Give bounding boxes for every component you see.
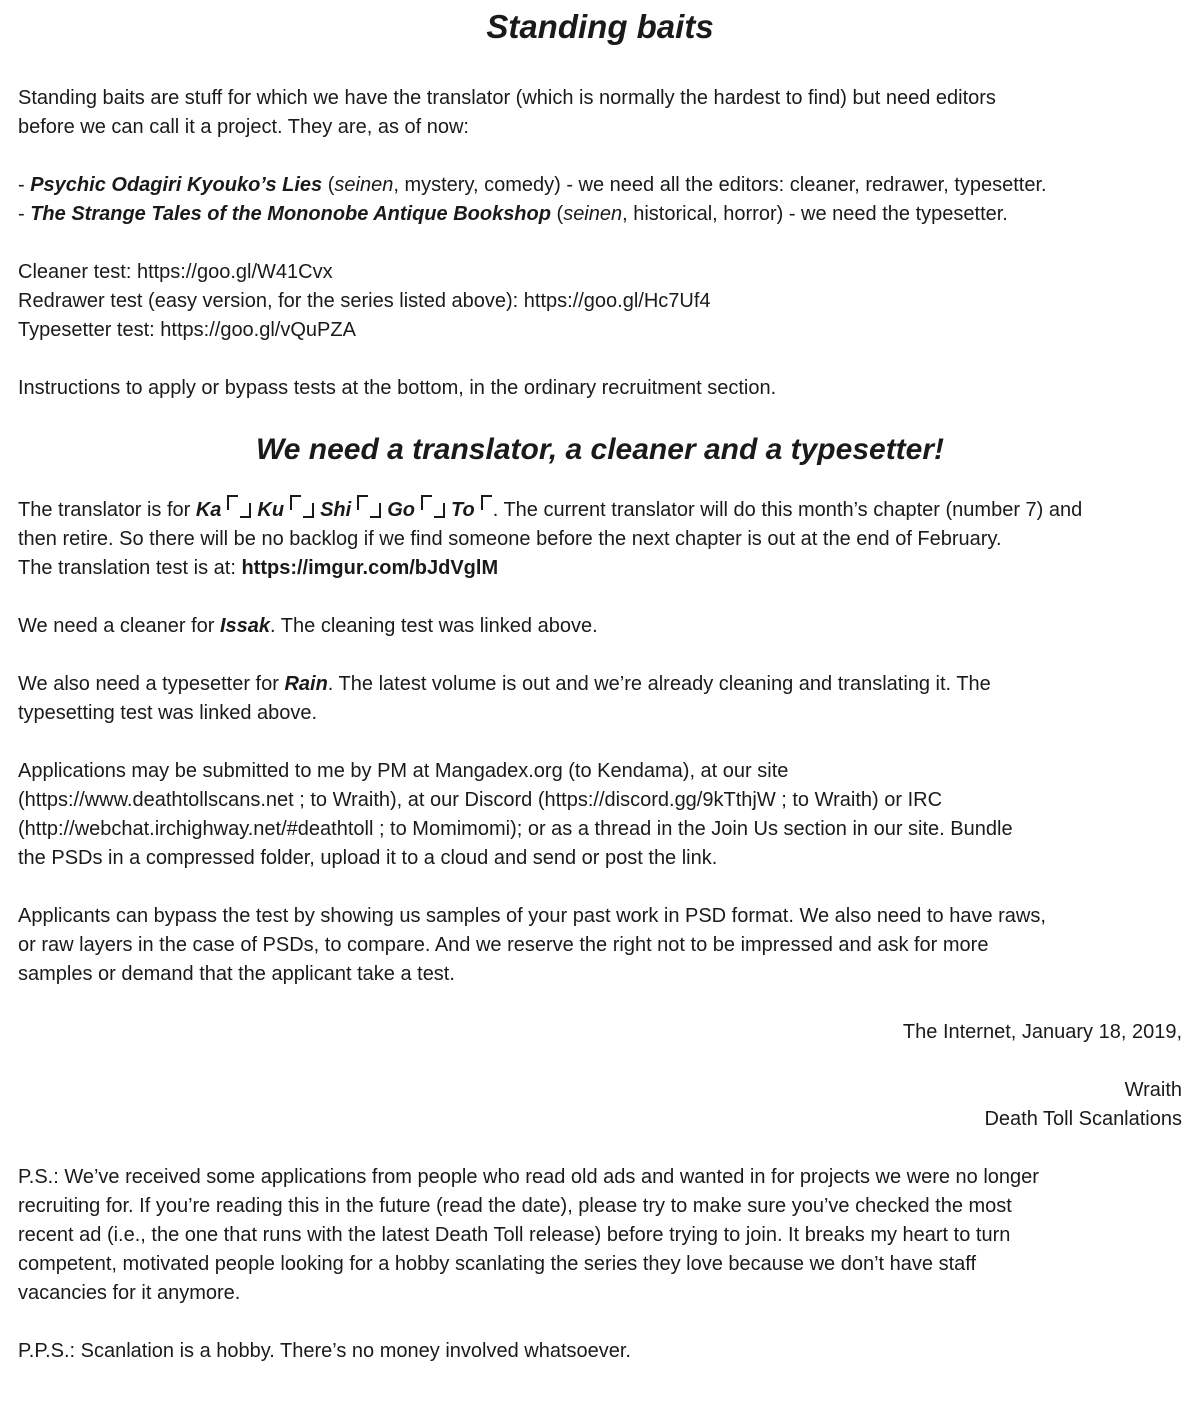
- instructions-note: Instructions to apply or bypass tests at the bottom, in the ordinary recruitment section.: [18, 377, 777, 399]
- text-run: . The latest volume is out and we’re already cleaning and translating it. The typesetting test was linked above.: [18, 673, 991, 724]
- corner-bracket-close-icon: [434, 503, 445, 518]
- list-dash: -: [18, 203, 31, 225]
- series-title-segment: Shi: [320, 499, 352, 521]
- text-run: We need a cleaner for: [18, 615, 220, 637]
- text-run: (: [550, 203, 564, 225]
- translator-paragraph: [18, 495, 1182, 583]
- typesetter-test-link: Typesetter test: https://goo.gl/vQuPZA: [18, 319, 356, 341]
- intro-paragraph: Standing baits are stuff for which we have the translator (which is normally the hardest to find) but need editors before we can call it a project. They are, as of now:: [18, 87, 996, 138]
- series-title-segment: Ka: [195, 499, 222, 521]
- section-heading: We need a translator, a cleaner and a typesetter!: [255, 433, 945, 466]
- series-title-segment: Go: [387, 499, 415, 521]
- genre-tag: seinen: [563, 203, 623, 225]
- corner-bracket-open-icon: [357, 495, 368, 510]
- corner-bracket-close-icon: [240, 503, 251, 518]
- test-links: [18, 258, 1182, 345]
- corner-bracket-open-icon: [481, 495, 492, 510]
- corner-bracket-open-icon: [421, 495, 432, 510]
- cleaner-need-paragraph: [18, 612, 1182, 641]
- dateline: The Internet, January 18, 2019,: [902, 1021, 1182, 1043]
- text-run: (: [322, 174, 335, 196]
- series-title: Rain: [284, 673, 328, 695]
- series-title: Issak: [219, 615, 271, 637]
- translation-test-link: https://imgur.com/bJdVglM: [241, 557, 499, 579]
- typesetter-need-paragraph: [18, 670, 1182, 728]
- corner-bracket-close-icon: [370, 503, 381, 518]
- applications-paragraph: Applications may be submitted to me by PM at Mangadex.org (to Kendama), at our site (https://www.deathtollscans.net ; to Wraith), at our Discord (https://discord.gg/9kTthjW ; to Wraith) or IRC (http://webchat.irchighway.net/#deathtoll ; to Momimomi); or as a thread in the Join Us section in our site. Bundle the PSDs in a compressed folder, upload it to a cloud and send or post the link.: [18, 760, 1013, 869]
- bypass-paragraph: Applicants can bypass the test by showing us samples of your past work in PSD format. We also need to have raws, or raw layers in the case of PSDs, to compare. And we reserve the right not to be impressed and ask for more samples or demand that the applicant take a test.: [18, 905, 1046, 985]
- pps-paragraph: P.P.S.: Scanlation is a hobby. There’s no money involved whatsoever.: [18, 1340, 631, 1362]
- text-run: . The current translator will do this month’s chapter (number 7) and then retire. So there will be no backlog if we find someone before the next chapter is out at the end of February. The translation test is at:: [18, 499, 1083, 579]
- series-title-segment: Ku: [257, 499, 285, 521]
- corner-bracket-close-icon: [303, 503, 314, 518]
- series-title-segment: To: [451, 499, 475, 521]
- corner-bracket-open-icon: [227, 495, 238, 510]
- text-run: , mystery, comedy) - we need all the editors: cleaner, redrawer, typesetter.: [393, 174, 1047, 196]
- signoff: [18, 1018, 1182, 1134]
- list-dash: -: [18, 174, 31, 196]
- series-title: Psychic Odagiri Kyouko’s Lies: [30, 174, 323, 196]
- page-title: Standing baits: [486, 8, 714, 45]
- bait-item-psychic-odagiri: [18, 171, 1182, 200]
- bait-item-mononobe-bookshop: [18, 200, 1182, 229]
- text-run: . The cleaning test was linked above.: [270, 615, 598, 637]
- signoff-group: Death Toll Scanlations: [984, 1108, 1182, 1130]
- genre-tag: seinen: [334, 174, 394, 196]
- signoff-author: Wraith: [1124, 1079, 1182, 1101]
- text-run: , historical, horror) - we need the typesetter.: [622, 203, 1008, 225]
- redrawer-test-link: Redrawer test (easy version, for the series listed above): https://goo.gl/Hc7Uf4: [18, 290, 711, 312]
- ps-paragraph: P.S.: We’ve received some applications from people who read old ads and wanted in for projects we were no longer recruiting for. If you’re reading this in the future (read the date), please try to make sure you’ve checked the most recent ad (i.e., the one that runs with the latest Death Toll release) before trying to join. It breaks my heart to turn competent, motivated people looking for a hobby scanlating the series they love because we don’t have staff vacancies for it anymore.: [18, 1166, 1039, 1304]
- standing-baits-list: [18, 171, 1182, 229]
- recruitment-notice: [18, 8, 1182, 1366]
- series-title: The Strange Tales of the Mononobe Antique Bookshop: [30, 203, 551, 225]
- corner-bracket-open-icon: [290, 495, 301, 510]
- cleaner-test-link: Cleaner test: https://goo.gl/W41Cvx: [18, 261, 333, 283]
- text-run: The translator is for: [18, 499, 196, 521]
- text-run: We also need a typesetter for: [18, 673, 285, 695]
